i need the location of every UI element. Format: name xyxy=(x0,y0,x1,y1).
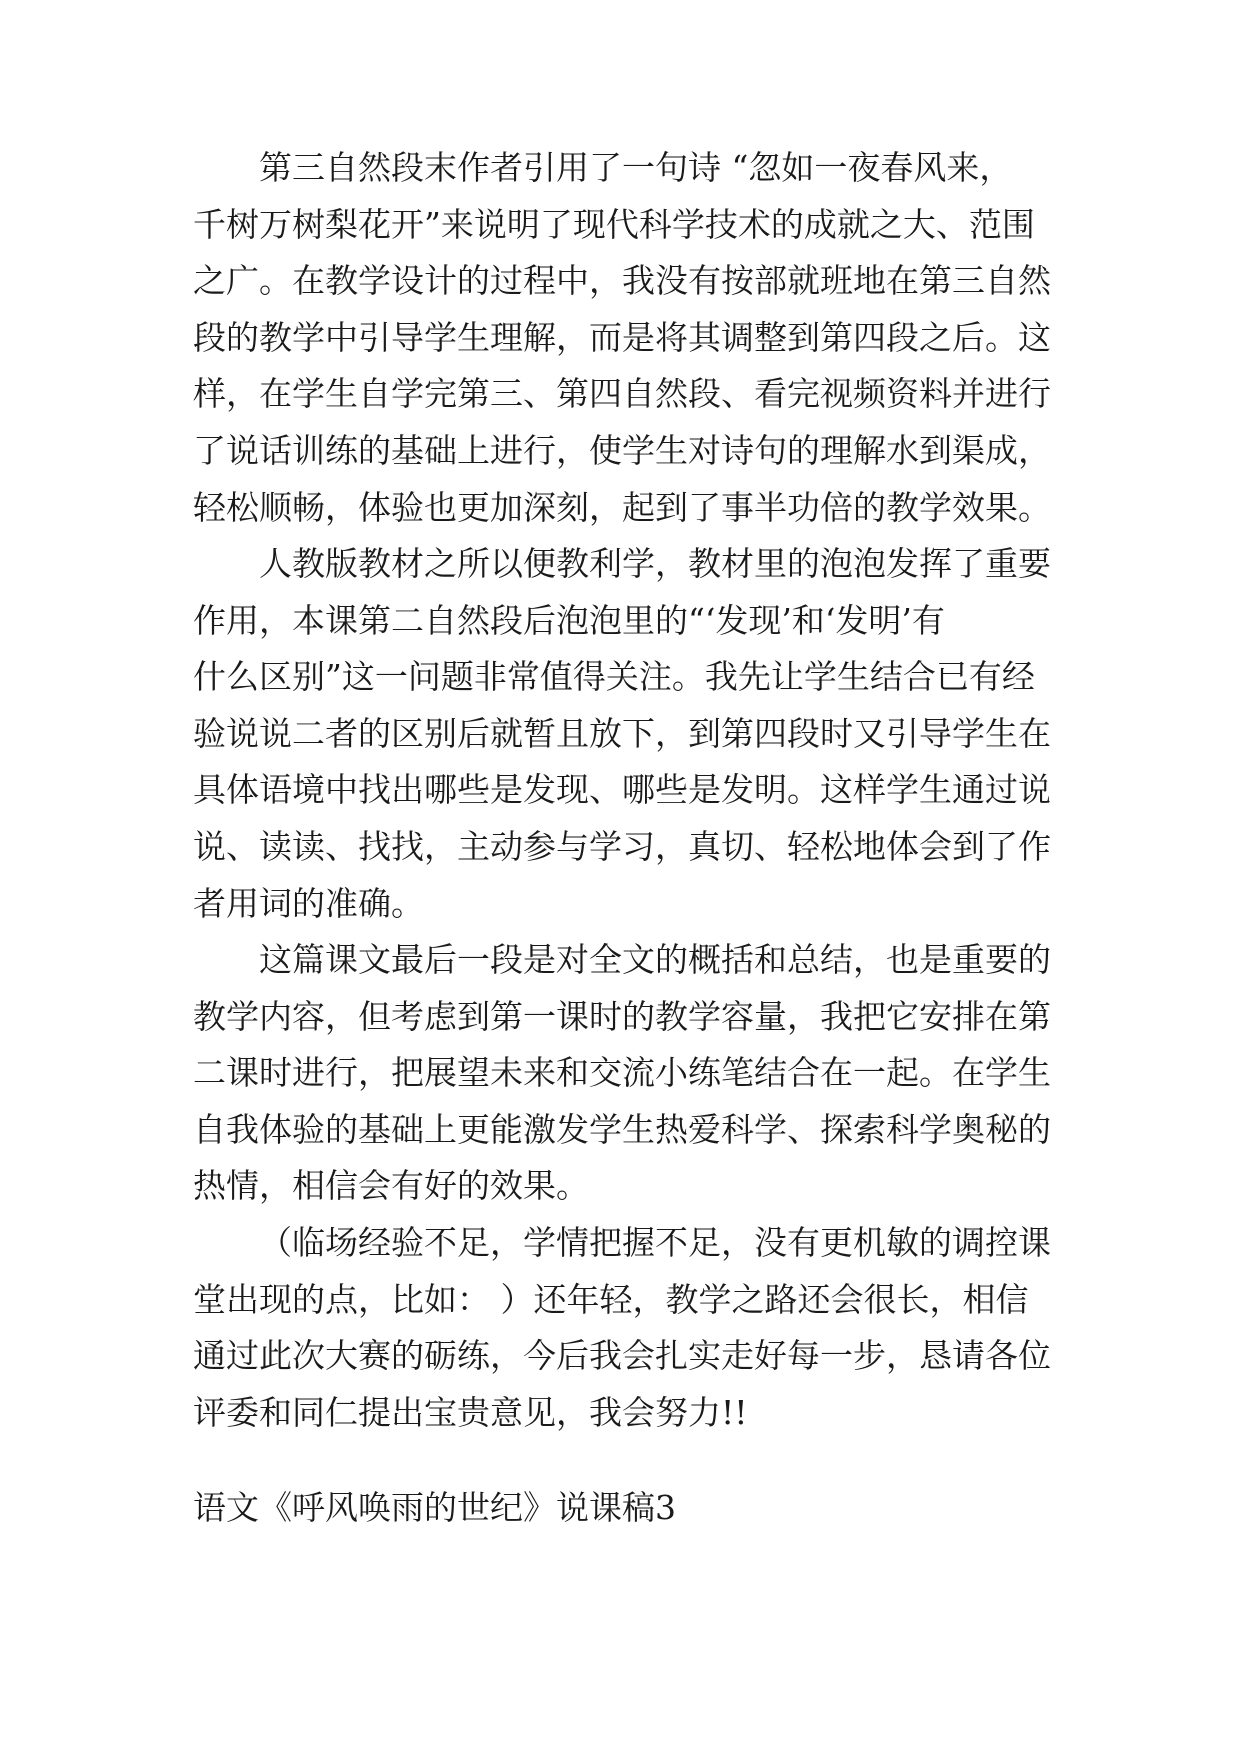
paragraph-line: 具体语境中找出哪些是发现、哪些是发明。这样学生通过说 xyxy=(193,770,1051,810)
paragraph-line: 二课时进行，把展望未来和交流小练笔结合在一起。在学生 xyxy=(193,1053,1051,1093)
paragraph-line: 教学内容，但考虑到第一课时的教学容量，我把它安排在第 xyxy=(193,996,1051,1036)
paragraph-line: 千树万树梨花开”来说明了现代科学技术的成就之大、范围 xyxy=(193,204,1035,244)
paragraph-line: 热情，相信会有好的效果。 xyxy=(193,1166,589,1206)
paragraph-line: 第三自然段末作者引用了一句诗 “忽如一夜春风来， xyxy=(259,148,1013,187)
paragraph-4 xyxy=(193,1215,1053,1441)
paragraph-line: 这篇课文最后一段是对全文的概括和总结，也是重要的 xyxy=(259,940,1051,979)
paragraph-line: 通过此次大赛的砺练，今后我会扎实走好每一步，恳请各位 xyxy=(193,1336,1051,1376)
paragraph-line: 什么区别”这一问题非常值得关注。我先让学生结合已有经 xyxy=(193,657,1035,697)
paragraph-line: 段的教学中引导学生理解，而是将其调整到第四段之后。这 xyxy=(193,317,1051,357)
paragraph-line: 轻松顺畅，体验也更加深刻，起到了事半功倍的教学效果。 xyxy=(193,487,1051,527)
document-heading: 语文《呼风唤雨的世纪》说课稿3 xyxy=(193,1488,676,1527)
paragraph-line: （临场经验不足，学情把握不足，没有更机敏的调控课 xyxy=(259,1223,1051,1262)
paragraph-line: 自我体验的基础上更能激发学生热爱科学、探索科学奥秘的 xyxy=(193,1109,1051,1149)
paragraph-2 xyxy=(193,536,1053,932)
paragraph-line: 评委和同仁提出宝贵意见，我会努力!! xyxy=(193,1392,748,1432)
paragraph-1 xyxy=(193,140,1053,536)
paragraph-line: 验说说二者的区别后就暂且放下，到第四段时又引导学生在 xyxy=(193,713,1051,753)
paragraph-3 xyxy=(193,932,1053,1215)
paragraph-line: 样，在学生自学完第三、第四自然段、看完视频资料并进行 xyxy=(193,374,1051,414)
paragraph-line: 者用词的准确。 xyxy=(193,883,424,923)
paragraph-line: 之广。在教学设计的过程中，我没有按部就班地在第三自然 xyxy=(193,261,1051,301)
paragraph-line: 人教版教材之所以便教利学，教材里的泡泡发挥了重要 xyxy=(259,544,1051,583)
paragraph-line: 了说话训练的基础上进行，使学生对诗句的理解水到渠成， xyxy=(193,430,1051,470)
paragraph-line: 作用，本课第二自然段后泡泡里的“‘发现’和‘发明’有 xyxy=(193,600,945,640)
paragraph-line: 说、读读、找找，主动参与学习，真切、轻松地体会到了作 xyxy=(193,826,1051,866)
paragraph-line: 堂出现的点，比如： ）还年轻，教学之路还会很长，相信 xyxy=(193,1279,1029,1319)
